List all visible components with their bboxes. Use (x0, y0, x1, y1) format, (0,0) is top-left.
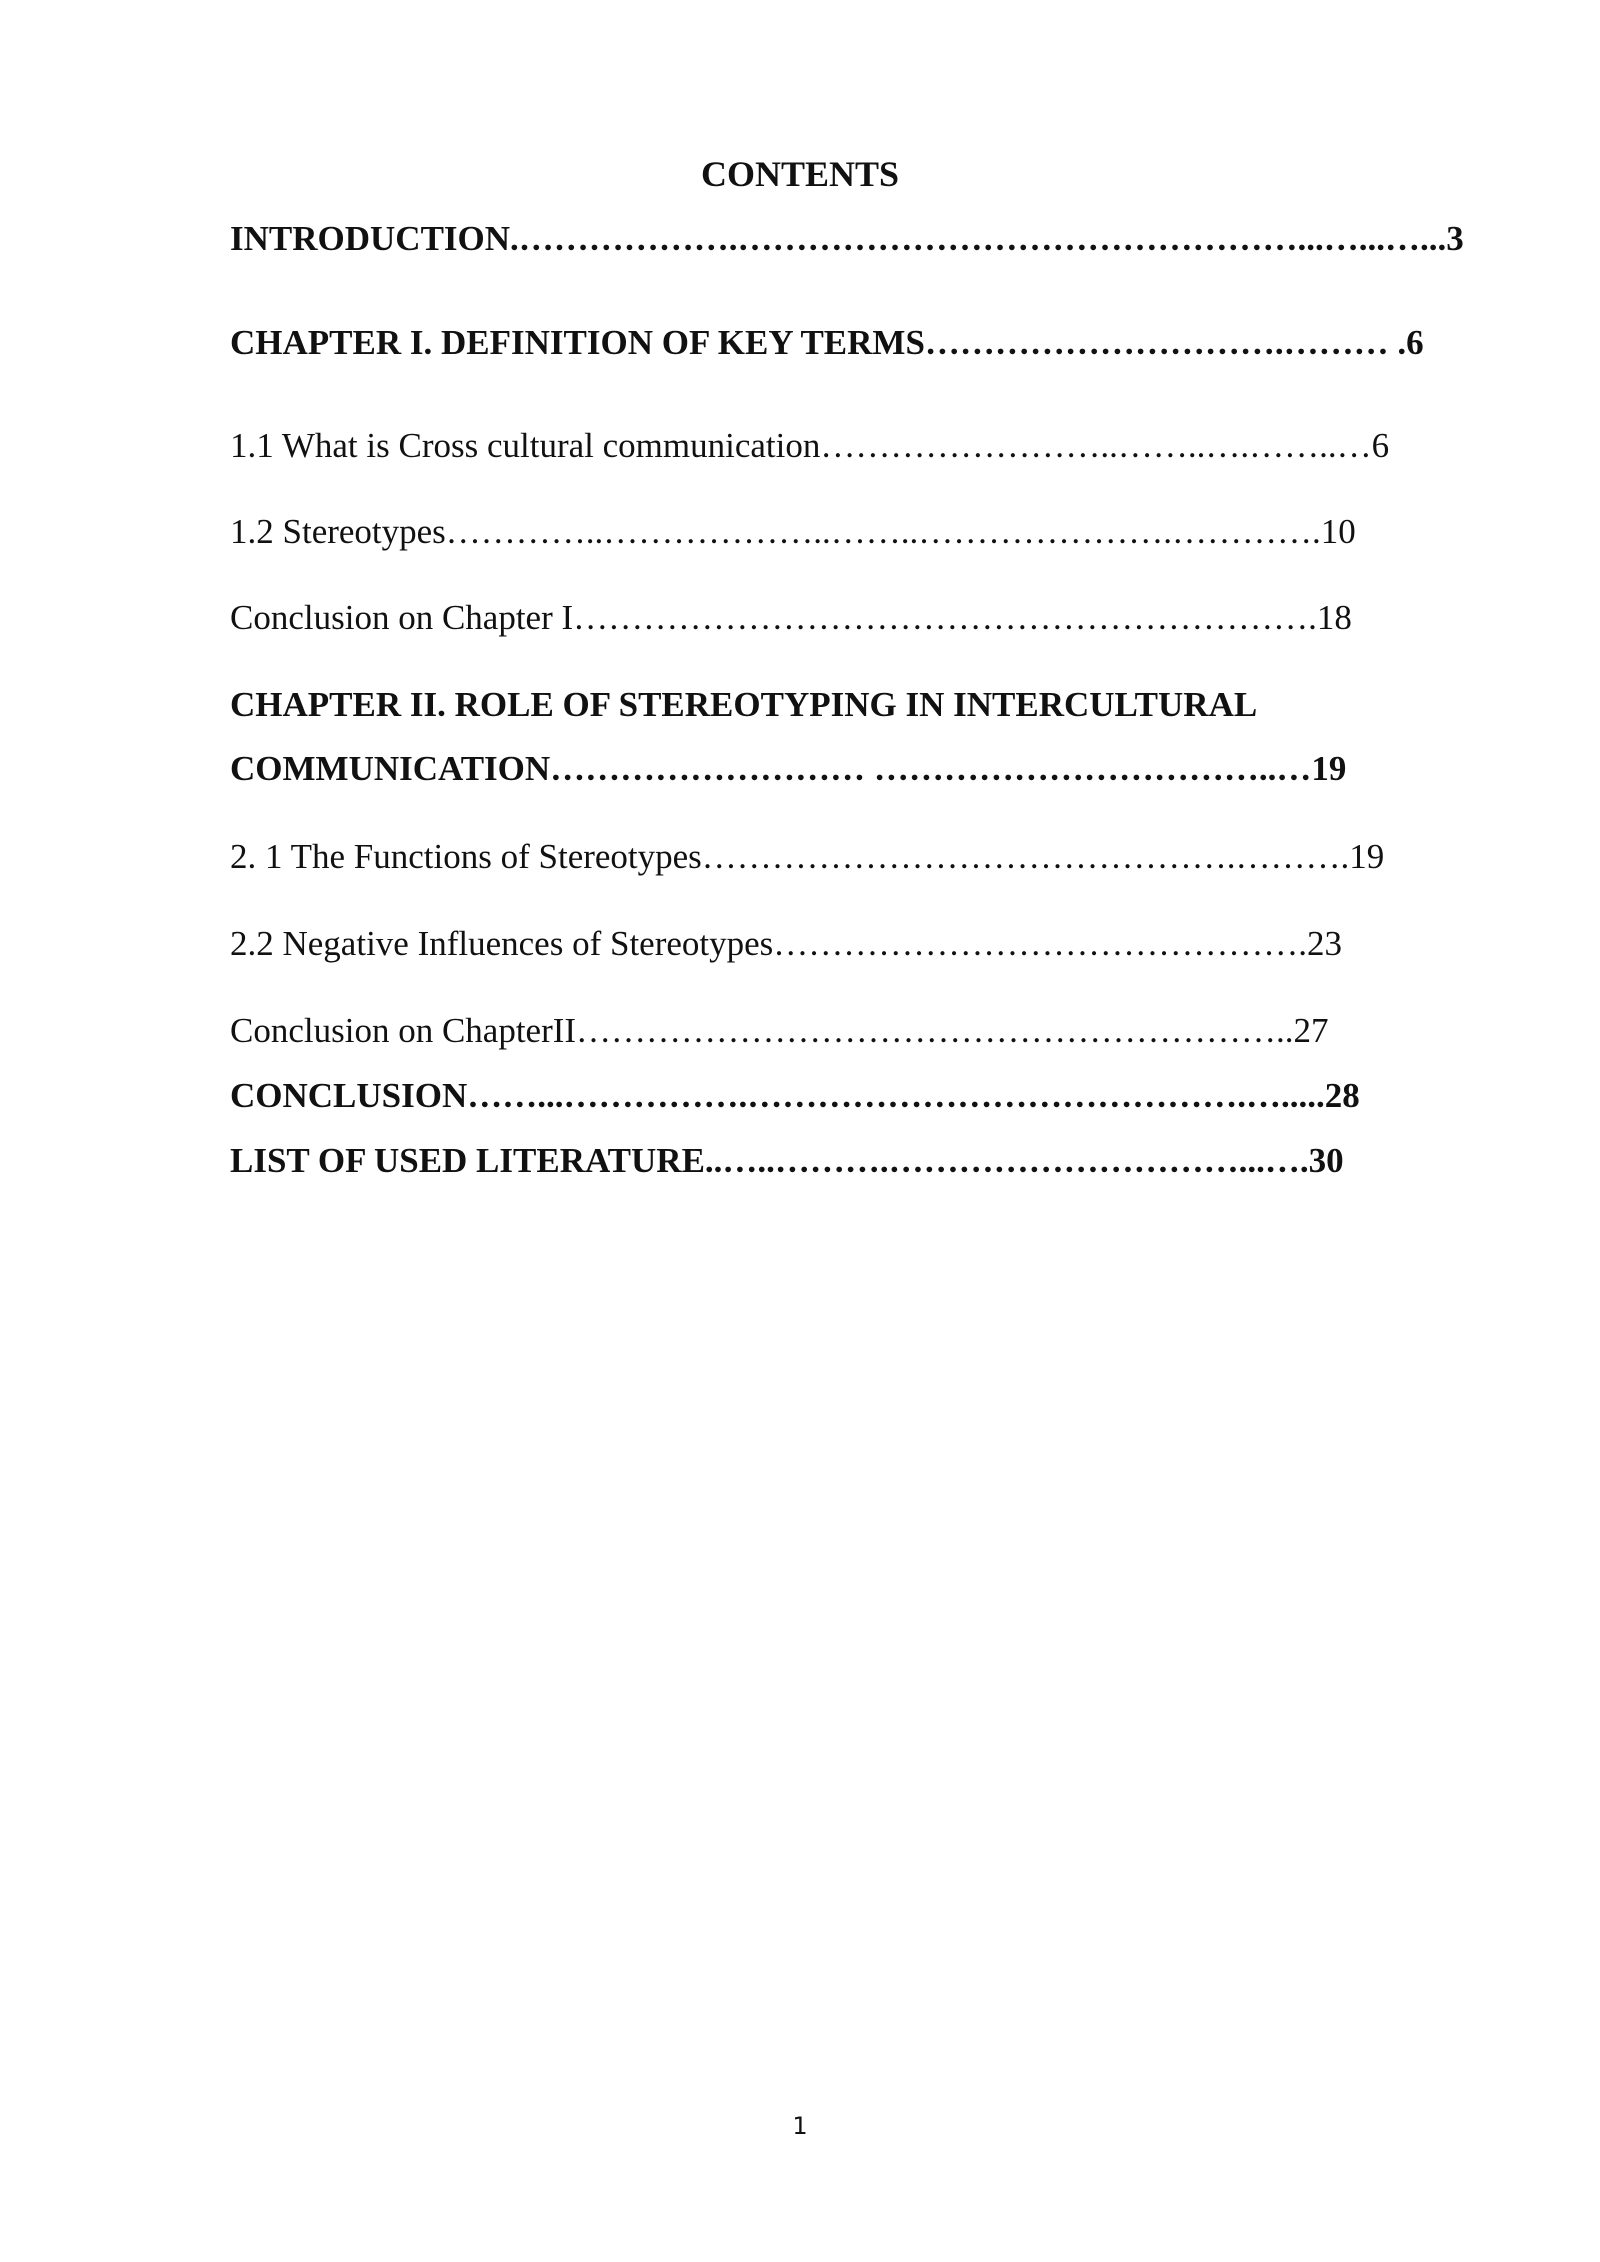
toc-entry-conclusion-chapter-1: Conclusion on Chapter I……………………………………………………….18 (230, 598, 1352, 637)
toc-entry-conclusion: CONCLUSION……...…………….…………………………………….….....28 (230, 1076, 1360, 1115)
page-number: 1 (792, 2112, 808, 2140)
contents-title: CONTENTS (700, 154, 900, 194)
toc-entry-chapter-1: CHAPTER I. DEFINITION OF KEY TERMS………………………….……… .6 (230, 323, 1424, 362)
toc-entry-1-2: 1.2 Stereotypes…………..………………..……..………………….………….10 (230, 512, 1356, 551)
toc-entry-2-1: 2. 1 The Functions of Stereotypes……………………………………….……….19 (230, 837, 1385, 876)
toc-entry-introduction: INTRODUCTION.……………….…………………………………………...…...…...3 (230, 219, 1464, 258)
toc-entry-literature: LIST OF USED LITERATURE..…..……….…………………………...….30 (230, 1141, 1344, 1180)
toc-entry-conclusion-chapter-2: Conclusion on ChapterII……………………………………………………..27 (230, 1011, 1329, 1050)
toc-entry-1-1: 1.1 What is Cross cultural communication……………………..……..….……..…6 (230, 426, 1390, 465)
toc-entry-chapter-2-line-1: CHAPTER II. ROLE OF STEREOTYPING IN INTERCULTURAL (230, 685, 1258, 724)
toc-entry-2-2: 2.2 Negative Influences of Stereotypes……………………………………….23 (230, 924, 1343, 963)
toc-entry-chapter-2-line-2: COMMUNICATION……………………… ……………………………..…19 (230, 749, 1347, 788)
